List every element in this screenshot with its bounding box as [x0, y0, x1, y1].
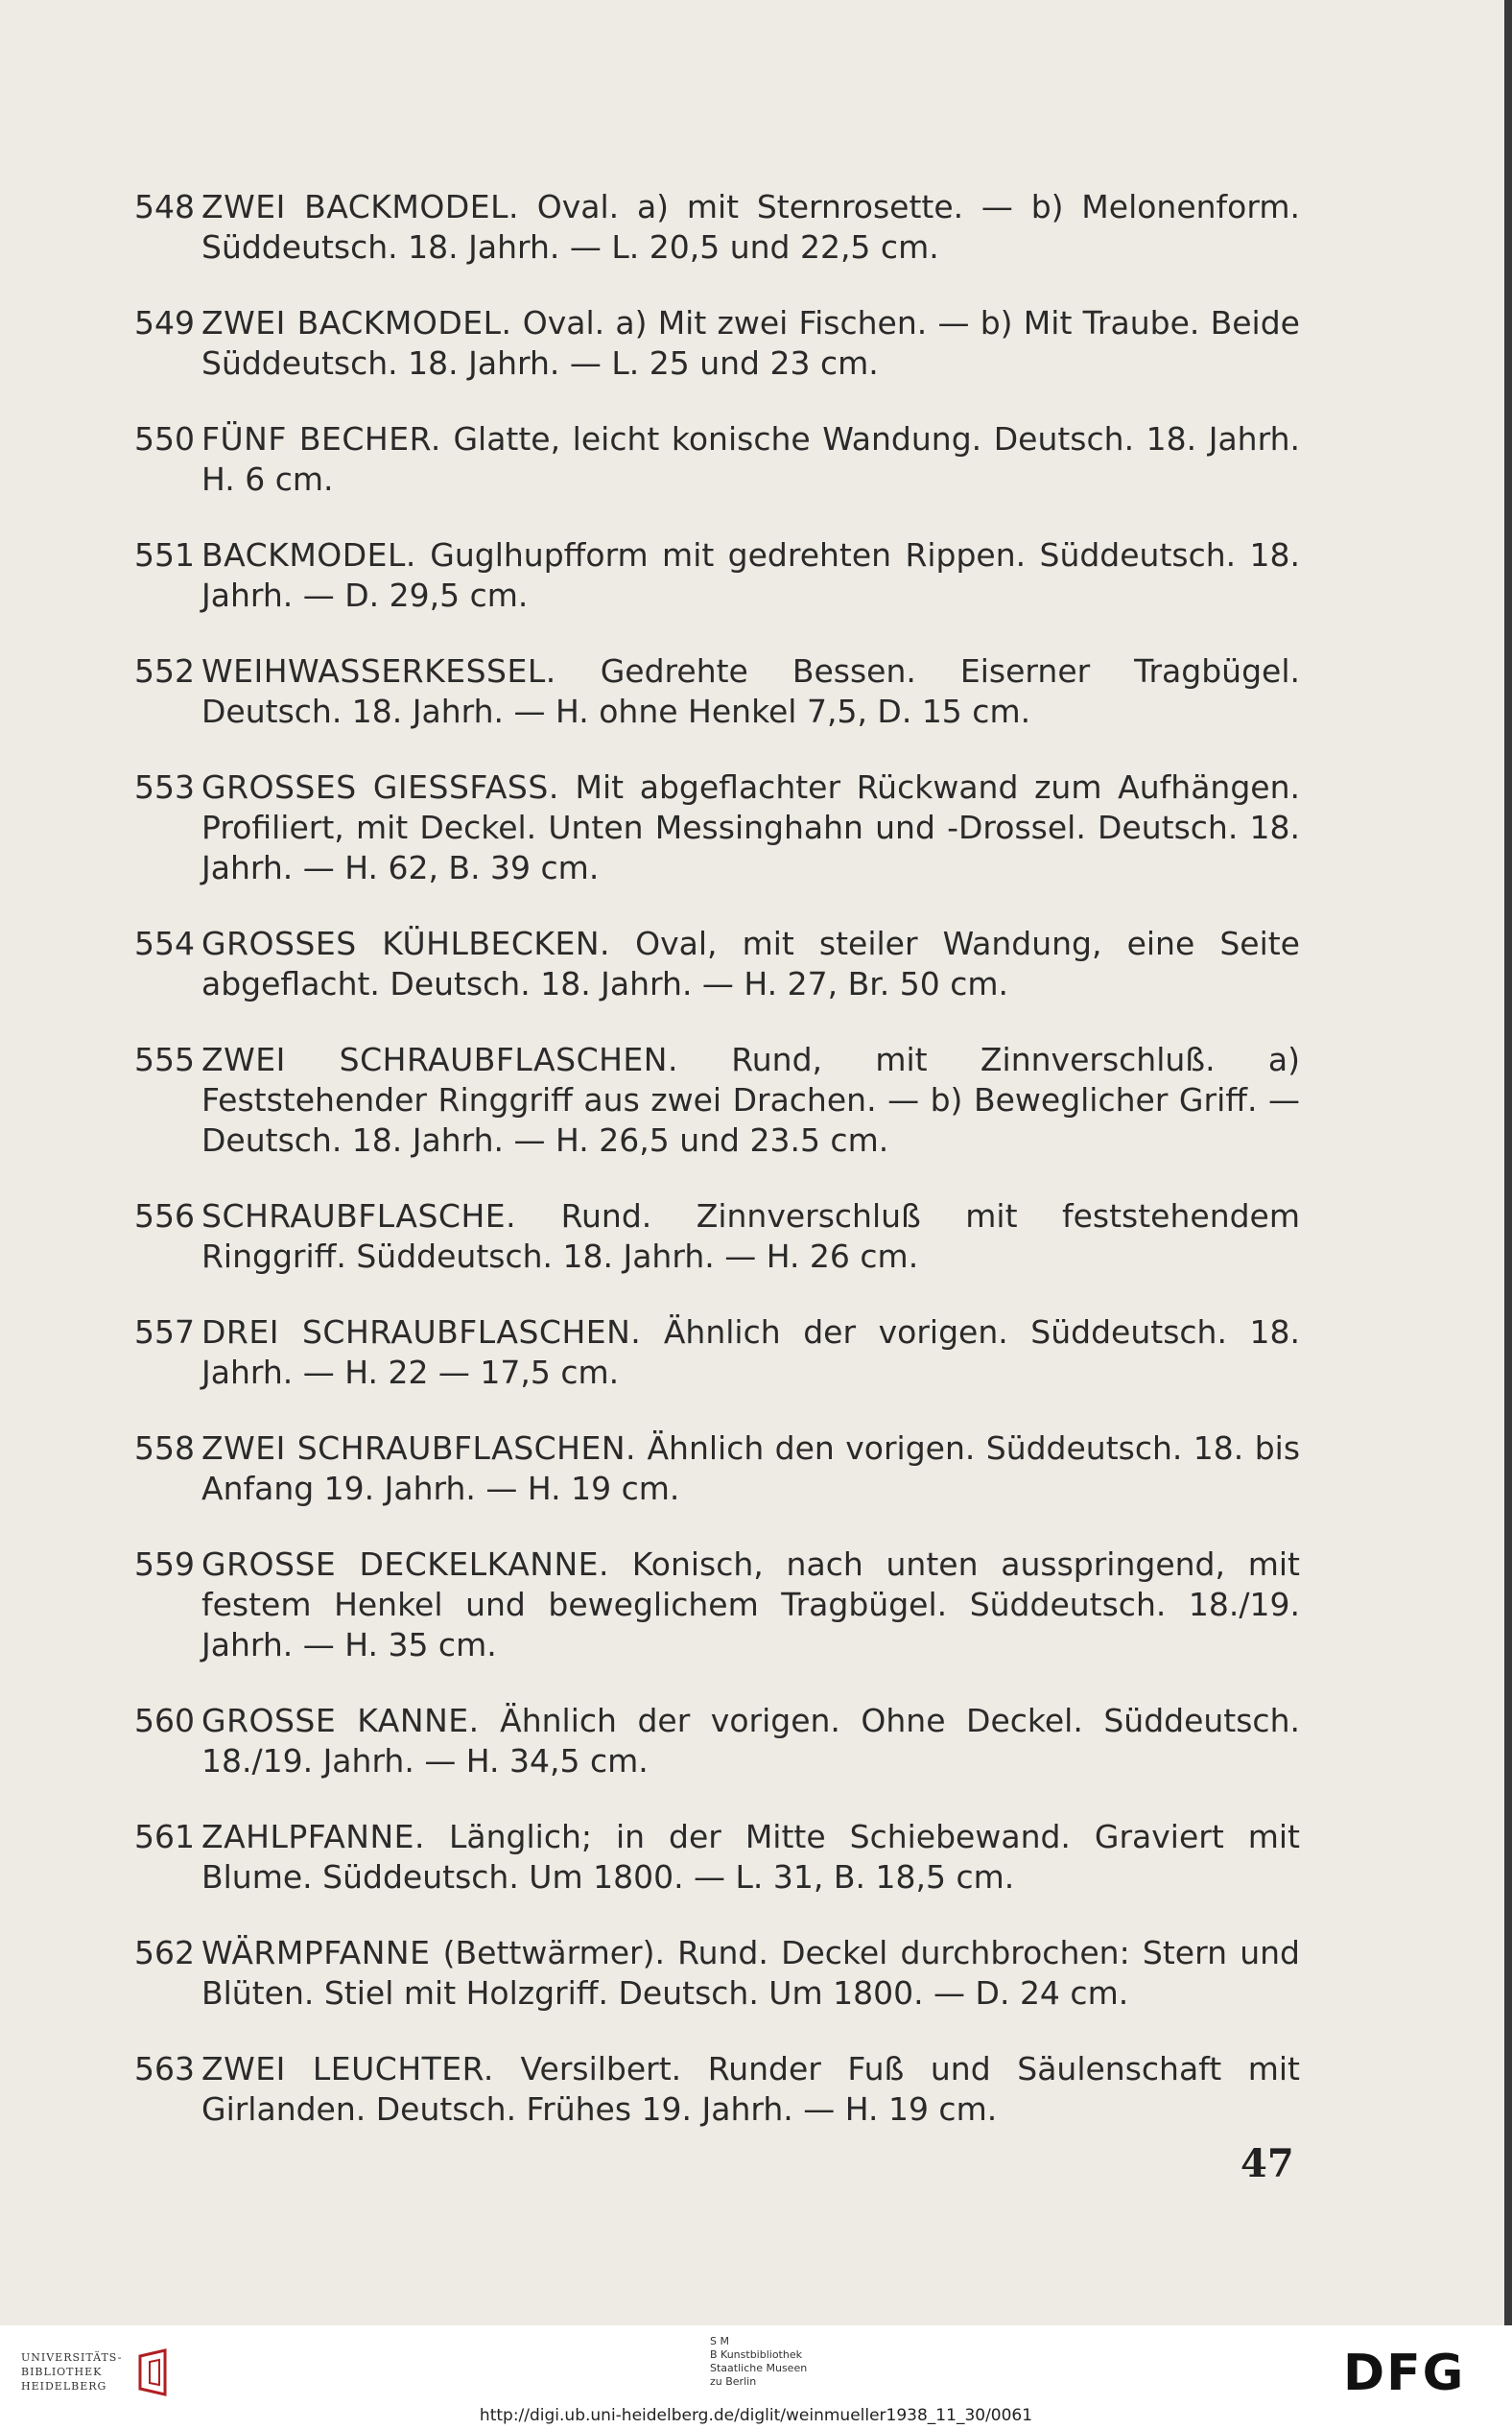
- entry-title: BACKMODEL.: [201, 536, 416, 574]
- entry-number: 563: [134, 2050, 195, 2087]
- entry-number: 549: [134, 304, 195, 342]
- catalog-entry: [134, 1545, 1300, 1665]
- catalog-entry: [134, 1428, 1300, 1509]
- entry-description: Versilbert. Runder Fuß und Säulenschaft mit Girlanden. Deutsch. Frühes 19. Jahrh. — H. 19 cm.: [201, 2050, 1300, 2128]
- smb-kunstbibliothek-logo: S M B Kunstbibliothek Staatliche Museen zu Berlin: [710, 2335, 808, 2388]
- catalog-entry: [134, 303, 1300, 384]
- catalog-entry: [134, 1312, 1300, 1393]
- catalog-entry: [134, 1196, 1300, 1277]
- entry-number: 548: [134, 188, 195, 225]
- entry-number: 551: [134, 536, 195, 574]
- entry-number: 552: [134, 652, 195, 690]
- entry-title: DREI SCHRAUBFLASCHEN.: [201, 1313, 642, 1351]
- digitization-footer: [0, 2325, 1512, 2429]
- catalog-entry: [134, 187, 1300, 268]
- entry-number: 562: [134, 1934, 195, 1971]
- entry-title: GROSSES GIESSFASS.: [201, 768, 559, 806]
- entry-title: ZWEI BACKMODEL.: [201, 304, 512, 342]
- catalog-entry: [134, 2049, 1300, 2130]
- entry-description: Oval. a) Mit zwei Fischen. — b) Mit Traube. Beide Süddeutsch. 18. Jahrh. — L. 25 und 23 cm.: [201, 304, 1300, 382]
- entry-description: (Bettwärmer). Rund. Deckel durchbrochen: Stern und Blüten. Stiel mit Holzgriff. Deutsch. Um 1800. — D. 24 cm.: [201, 1934, 1300, 2012]
- entry-title: ZWEI SCHRAUBFLASCHEN.: [201, 1429, 637, 1467]
- entry-description: Länglich; in der Mitte Schiebewand. Graviert mit Blume. Süddeutsch. Um 1800. — L. 31, B. 18,5 cm.: [201, 1818, 1300, 1896]
- university-emblem-icon: [136, 2346, 182, 2400]
- entry-number: 561: [134, 1818, 195, 1855]
- entry-title: GROSSE KANNE.: [201, 1702, 480, 1739]
- entry-title: FÜNF BECHER.: [201, 420, 441, 458]
- entry-title: WÄRMPFANNE: [201, 1934, 431, 1971]
- entry-title: ZAHLPFANNE.: [201, 1818, 426, 1855]
- university-library-logo: [21, 2346, 184, 2404]
- entry-description: Glatte, leicht konische Wandung. Deutsch. 18. Jahrh. H. 6 cm.: [201, 420, 1300, 498]
- catalog-entry: [134, 1040, 1300, 1161]
- entry-title: ZWEI LEUCHTER.: [201, 2050, 494, 2087]
- entry-description: Ähnlich der vorigen. Süddeutsch. 18. Jahrh. — H. 22 — 17,5 cm.: [201, 1313, 1300, 1391]
- catalog-entry: [134, 924, 1300, 1004]
- entry-number: 559: [134, 1545, 195, 1583]
- entry-description: Gedrehte Bessen. Eiserner Tragbügel. Deutsch. 18. Jahrh. — H. ohne Henkel 7,5, D. 15 cm.: [201, 652, 1300, 730]
- entry-number: 560: [134, 1702, 195, 1739]
- entry-description: Mit abgeflachter Rückwand zum Aufhängen. Profiliert, mit Deckel. Unten Messinghahn und -Drossel. Deutsch. 18. Jahrh. — H. 62, B. 39 cm.: [201, 768, 1300, 886]
- entry-title: ZWEI SCHRAUBFLASCHEN.: [201, 1041, 678, 1078]
- dfg-logo: DFG: [1343, 2345, 1466, 2402]
- entry-title: ZWEI BACKMODEL.: [201, 188, 519, 225]
- entry-description: Ähnlich den vorigen. Süddeutsch. 18. bis Anfang 19. Jahrh. — H. 19 cm.: [201, 1429, 1301, 1507]
- entry-description: Oval, mit steiler Wandung, eine Seite abgeflacht. Deutsch. 18. Jahrh. — H. 27, Br. 50 cm.: [201, 925, 1300, 1002]
- page-number: 47: [1240, 2141, 1294, 2186]
- entry-number: 554: [134, 925, 195, 962]
- catalog-entry: [134, 419, 1300, 500]
- entry-description: Rund. Zinnverschluß mit feststehendem Ringgriff. Süddeutsch. 18. Jahrh. — H. 26 cm.: [201, 1197, 1300, 1275]
- entry-number: 555: [134, 1041, 195, 1078]
- entry-title: SCHRAUBFLASCHE.: [201, 1197, 517, 1235]
- catalog-entry: [134, 767, 1300, 888]
- entry-description: Konisch, nach unten ausspringend, mit festem Henkel und beweglichem Tragbügel. Süddeutsch. 18./19. Jahrh. — H. 35 cm.: [201, 1545, 1300, 1663]
- source-url[interactable]: http://digi.ub.uni-heidelberg.de/diglit/weinmueller1938_11_30/0061: [479, 2406, 1033, 2425]
- entry-description: Guglhupfform mit gedrehten Rippen. Süddeutsch. 18. Jahrh. — D. 29,5 cm.: [201, 536, 1300, 614]
- entry-number: 556: [134, 1197, 195, 1235]
- entry-title: GROSSE DECKELKANNE.: [201, 1545, 610, 1583]
- entry-description: Ähnlich der vorigen. Ohne Deckel. Süddeutsch. 18./19. Jahrh. — H. 34,5 cm.: [201, 1702, 1300, 1780]
- entry-description: Rund, mit Zinnverschluß. a) Feststehender Ringgriff aus zwei Drachen. — b) Beweglicher Griff. — Deutsch. 18. Jahrh. — H. 26,5 und 23.5 cm.: [201, 1041, 1300, 1159]
- entry-number: 558: [134, 1429, 195, 1467]
- entry-title: GROSSES KÜHLBECKEN.: [201, 925, 611, 962]
- scan-edge: [1504, 0, 1512, 2325]
- entry-number: 550: [134, 420, 195, 458]
- entry-title: WEIHWASSERKESSEL.: [201, 652, 556, 690]
- catalog-entry: [134, 651, 1300, 732]
- entry-number: 553: [134, 768, 195, 806]
- catalog-entry: [134, 535, 1300, 616]
- catalog-entry: [134, 1817, 1300, 1898]
- catalog-entries: [134, 187, 1300, 2165]
- entry-description: Oval. a) mit Sternrosette. — b) Melonenform. Süddeutsch. 18. Jahrh. — L. 20,5 und 22,5 cm.: [201, 188, 1300, 266]
- catalog-entry: [134, 1933, 1300, 2014]
- catalog-entry: [134, 1701, 1300, 1781]
- university-library-name: UNIVERSITÄTS- BIBLIOTHEK HEIDELBERG: [21, 2351, 123, 2393]
- entry-number: 557: [134, 1313, 195, 1351]
